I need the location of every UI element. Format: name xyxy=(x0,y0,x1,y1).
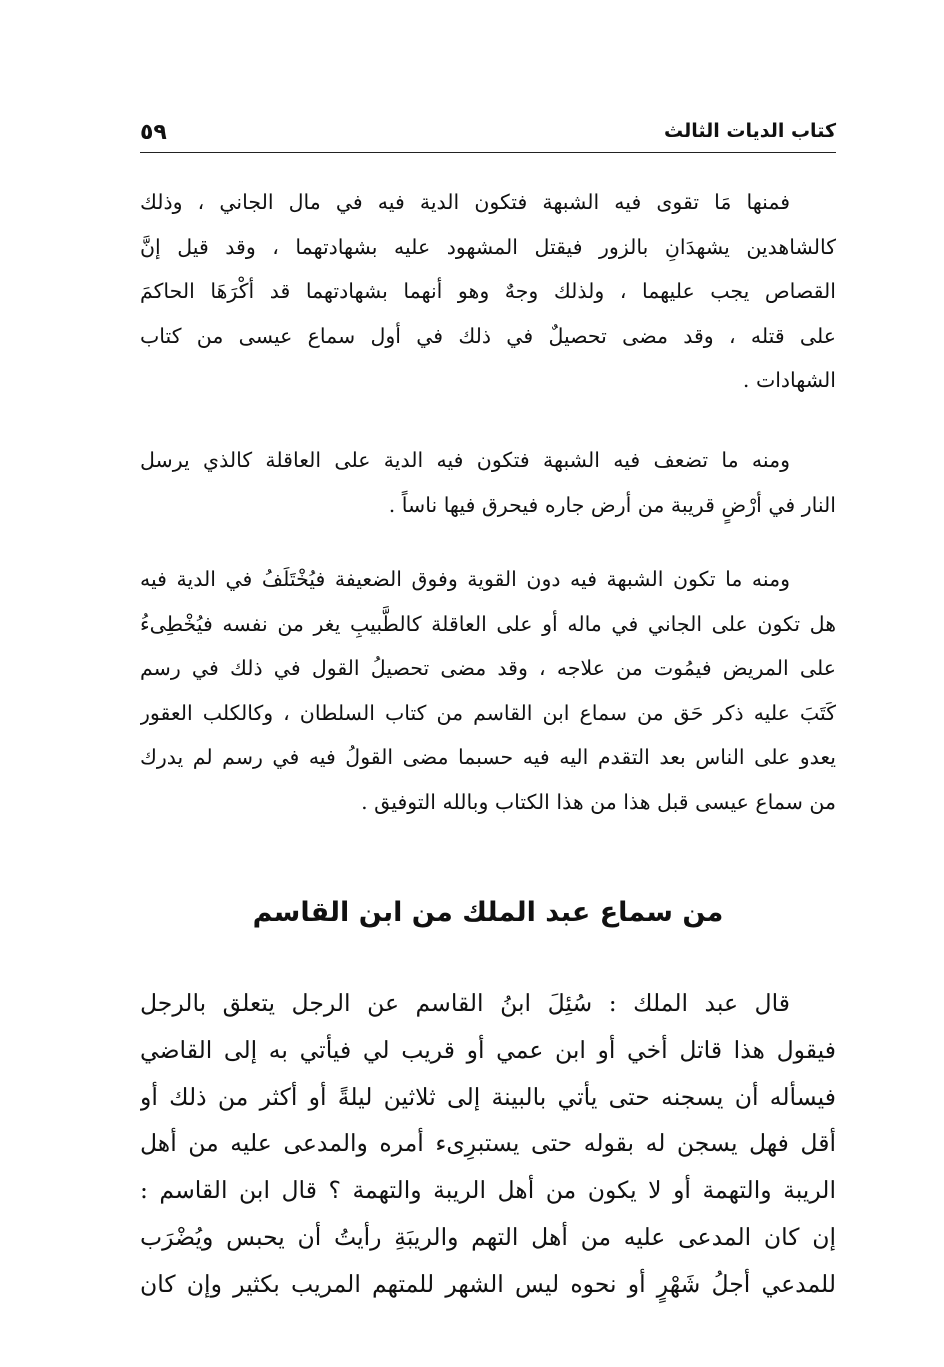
paragraph-line: فمنها مَا تقوى فيه الشبهة فتكون الدية فيه في مال الجاني ، وذلك xyxy=(140,190,790,214)
paragraph-line: إن كان المدعى عليه من أهل التهم والريبَةِ رأيتُ أن يحبس ويُضْرَب xyxy=(140,1222,836,1251)
paragraph-line: قال عبد الملك : سُئِلَ ابنُ القاسم عن الرجل يتعلق بالرجل xyxy=(140,989,790,1017)
running-header xyxy=(140,118,836,153)
paragraph-2 xyxy=(140,438,836,527)
paragraph-line: للمدعي أجلُ شَهْرٍ أو نحوه ليس الشهر للمتهم المريب بكثير وإن كان xyxy=(140,1269,836,1298)
paragraph-1 xyxy=(140,180,836,403)
paragraph-line: كَتَبَ عليه ذكر حَق من سماع ابن القاسم من كتاب السلطان ، وكالكلب العقور xyxy=(140,700,836,725)
paragraph-line: الريبة والتهمة أو لا يكون من أهل الريبة والتهمة ؟ قال ابن القاسم : xyxy=(140,1176,836,1205)
paragraph-line: على المريض فيمُوت من علاجه ، وقد مضى تحصيلُ القول في ذلك في رسم xyxy=(140,656,836,680)
paragraph-line: النار في أرْضٍ قريبة من أرض جاره فيحرق فيها ناساً . xyxy=(388,492,836,517)
paragraph-line: ومنه ما تضعف فيه الشبهة فتكون فيه الدية على العاقلة كالذي يرسل xyxy=(140,448,790,472)
paragraph-3 xyxy=(140,557,836,824)
paragraph-line: ومنه ما تكون الشبهة فيه دون القوية وفوق الضعيفة فيُخْتَلَفُ في الدية فيه xyxy=(140,567,790,591)
page-number: ٥٩ xyxy=(140,120,167,145)
running-title: كتاب الديات الثالث xyxy=(663,120,836,142)
paragraph-line: كالشاهدين يشهدَانِ بالزور فيقتل المشهود عليه بشهادتهما ، وقد قيل إنَّ xyxy=(140,234,836,259)
paragraph-line: الشهادات . xyxy=(742,368,836,392)
paragraph-line: على قتله ، وقد مضى تحصيلٌ في ذلك في أول سماع عيسى من كتاب xyxy=(140,323,836,348)
paragraph-line: يعدو على الناس بعد التقدم اليه فيه حسبما مضى القولُ فيه في رسم لم يدرك xyxy=(140,745,836,769)
paragraph-4 xyxy=(140,980,836,1308)
paragraph-line: هل تكون على الجاني في ماله أو على العاقلة كالطَّبيبِ يغر من نفسه فيُخْطِىءُ xyxy=(140,611,836,636)
section-heading: من سماع عبد الملك من ابن القاسم xyxy=(252,897,724,928)
paragraph-line: أقل فهل يسجن له بقوله حتى يستبرِىء أمره والمدعى عليه من أهل xyxy=(140,1129,836,1158)
paragraph-line: القصاص يجب عليهما ، ولذلك وجهٌ وهو أنهما بشهادتهما قد أكْرَهَا الحاكمَ xyxy=(140,279,836,303)
paragraph-line: فيسأله أن يسجنه حتى يأتي بالبينة إلى ثلاثين ليلةً أو أكثر من ذلك أو xyxy=(140,1082,836,1111)
paragraph-line: فيقول هذا قاتل أخي أو ابن عمي أو قريب لي فيأتي به إلى القاضي xyxy=(140,1035,836,1064)
paragraph-line: من سماع عيسى قبل هذا من هذا الكتاب وبالله التوفيق . xyxy=(361,789,836,814)
